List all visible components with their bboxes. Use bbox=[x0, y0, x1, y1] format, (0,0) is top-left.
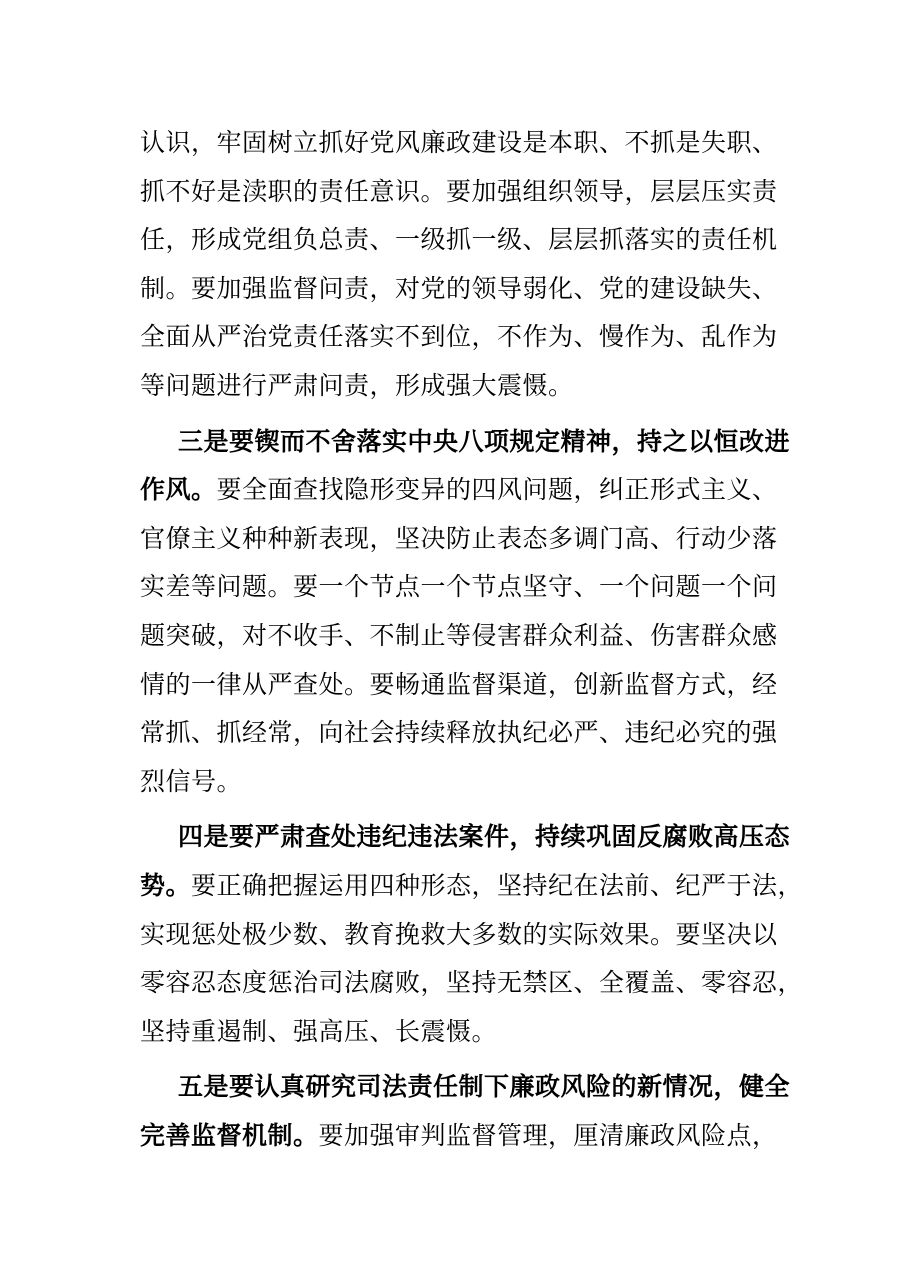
line-text: 等问题进行严肃问责，形成强大震慑。 bbox=[140, 370, 574, 400]
heading-text: 完善监督机制。 bbox=[140, 1120, 319, 1150]
line-text: 官僚主义种种新表现，坚决防止表态多调门高、行动少落 bbox=[140, 523, 778, 553]
text-line bbox=[140, 1063, 791, 1112]
line-text: 任，形成党组负总责、一级抓一级、层层抓落实的责任机 bbox=[140, 225, 778, 255]
line-text: 坚持重遏制、强高压、长震慑。 bbox=[140, 1016, 498, 1046]
text-line bbox=[140, 1112, 778, 1161]
text-line bbox=[140, 862, 804, 911]
line-text: 零容忍态度惩治司法腐败，坚持无禁区、全覆盖、零容忍， bbox=[140, 968, 804, 998]
paragraph-continued bbox=[140, 119, 778, 411]
text-line bbox=[140, 362, 770, 411]
line-text: 情的一律从严查处。要畅通监督渠道，创新监督方式，经 bbox=[140, 669, 778, 699]
line-text: 认识，牢固树立抓好党风廉政建设是本职、不抓是失职、 bbox=[140, 128, 778, 157]
paragraph-point-three bbox=[140, 418, 791, 807]
text-line bbox=[140, 709, 778, 758]
text-line bbox=[140, 661, 778, 710]
text-line bbox=[140, 612, 778, 661]
text-line bbox=[140, 313, 778, 362]
line-text: 实差等问题。要一个节点一个节点坚守、一个问题一个问 bbox=[140, 572, 778, 602]
line-text: 抓不好是渎职的责任意识。要加强组织领导，层层压实责 bbox=[140, 176, 778, 206]
line-text: 烈信号。 bbox=[140, 766, 243, 796]
text-line bbox=[140, 813, 791, 862]
text-line bbox=[140, 1008, 770, 1057]
heading-text: 势。 bbox=[140, 870, 192, 900]
text-line bbox=[140, 418, 791, 467]
text-line bbox=[140, 265, 778, 314]
paragraph-point-four bbox=[140, 813, 804, 1056]
heading-text: 作风。 bbox=[140, 475, 217, 505]
line-text: 要全面查找隐形变异的四风问题，纠正形式主义、 bbox=[216, 475, 778, 505]
line-text: 题突破，对不收手、不制止等侵害群众利益、伤害群众感 bbox=[140, 620, 778, 650]
text-line bbox=[140, 119, 778, 168]
text-line bbox=[140, 216, 778, 265]
heading-text: 五是要认真研究司法责任制下廉政风险的新情况，健全 bbox=[178, 1072, 791, 1102]
line-text: 常抓、抓经常，向社会持续释放执纪必严、违纪必究的强 bbox=[140, 718, 778, 748]
line-text: 制。要加强监督问责，对党的领导弱化、党的建设缺失、 bbox=[140, 273, 778, 303]
paragraph-point-five bbox=[140, 1063, 791, 1160]
line-text: 要正确把握运用四种形态，坚持纪在法前、纪严于法， bbox=[191, 870, 804, 900]
line-text: 要加强审判监督管理，厘清廉政风险点， bbox=[318, 1120, 778, 1150]
text-line bbox=[140, 911, 778, 960]
text-line bbox=[140, 515, 778, 564]
text-line bbox=[140, 168, 778, 217]
heading-text: 三是要锲而不舍落实中央八项规定精神，持之以恒改进 bbox=[178, 426, 791, 456]
line-text: 实现惩处极少数、教育挽救大多数的实际效果。要坚决以 bbox=[140, 919, 778, 949]
text-line bbox=[140, 466, 778, 515]
text-line bbox=[140, 959, 804, 1008]
text-line bbox=[140, 563, 778, 612]
text-line bbox=[140, 758, 770, 807]
heading-text: 四是要严肃查处违纪违法案件，持续巩固反腐败高压态 bbox=[178, 822, 791, 852]
document-body bbox=[140, 119, 804, 1160]
line-text: 全面从严治党责任落实不到位，不作为、慢作为、乱作为 bbox=[140, 322, 778, 352]
